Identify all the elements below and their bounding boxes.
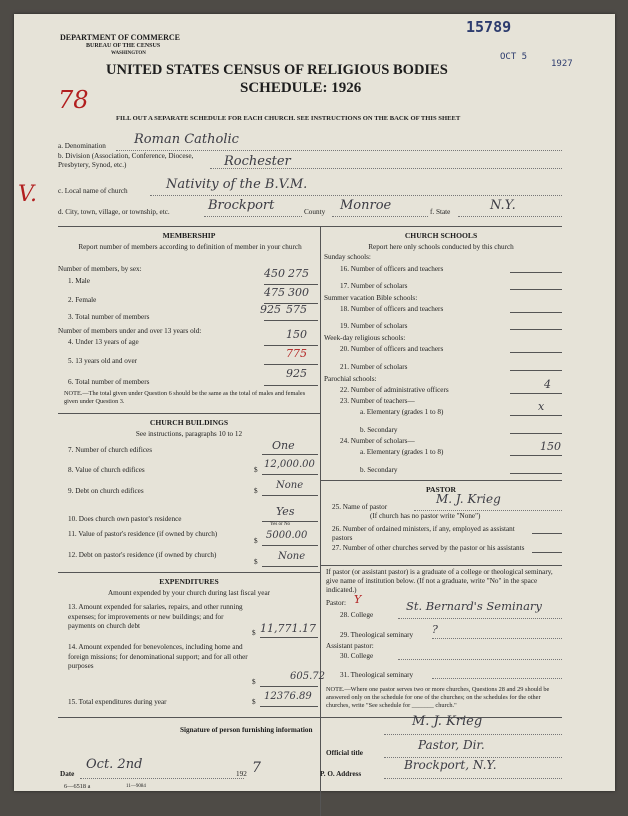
official-title-label: Official title [326,749,363,757]
q2-female-label: 2. Female [68,296,97,304]
date-label: Date [60,770,75,778]
q23-label: 23. Number of teachers— [340,397,415,405]
q10-hint: Yes or No [270,522,291,527]
summer-schools-label: Summer vacation Bible schools: [324,294,418,302]
q8-edifice-value-label: 8. Value of church edifices [68,466,145,474]
print-number: 11—9084 [126,784,146,789]
membership-intro: Report number of members according to definition of member in your church [78,243,302,251]
census-schedule-sheet: DEPARTMENT OF COMMERCE BUREAU OF THE CENSUS WASHINGTON 15789 OCT 5 1927 UNITED STATES CENSUS OF RELIGIOUS BODIES SCHEDULE: 1926 78 FILL OUT A SEPARATE SCHEDULE FOR EACH CHURCH. SEE INSTRUCTIONS ON THE BACK OF THIS SHEET a. Denomination Roman Catholic b. Division (Association, Conference, Diocese, Presbytery, Synod, etc.) Rochester c. Local name of church Nativity of the B.V.M. V. d. City, town, village, or township, etc. Brockport County Monroe f. State N.Y. MEMBERSHIP Report number of members according to definition of member in your church Number of members, by sex: 1. Male 450 275 2. Female 475 300 3. Total number of members 925 575 Number of members under and over 13 years old: 4. Under 13 years of age 150 5. 13 years old and over 775 6. Total number of members 925 NOTE.—The total given under Question 6 should be the same as the total of males and females given under Question 3. CHURCH BUILDINGS See instructions, paragraphs 10 to 12 7. Number of church edifices One 8. Value of church edifices $ 12,000.00 9. Debt on church edifices $ None 10. Does church own pastor's residence Yes Yes or No 11. Value of pastor's residence (if owned by church) $ 5000.00 12. Debt on pastor's residence (if owned by church) $ None EXPENDITURES Amount expended by your church during last fiscal year 13. Amount expended for salaries, repairs, and other running expenses; for improvements or new buildings; and for payments on church debt $ 11,771.17 14. Amount expended for benevolences, including home and foreign missions; for denominational support; and for all other purposes $ 605.72 15. Total expenditures during year $ 12376.89 CHURCH SCHOOLS Report here only schools conducted by this church Sunday schools: 16. Number of officers and teachers 17. Number of scholars Summer vacation Bible schools: 18. Number of officers and teachers 19. Number of scholars Week-day religious schools: 20. Number of officers and teachers 21. Number of scholars Parochial schools: 22. Number of administrative officers 4 23. Number of teachers— a. Elementary (grades 1 to 8) x b. Secondary 24. Number of scholars— a. Elementary (grades 1 to 8) 150 b. Secondary PASTOR 25. Name of pastor M. J. Krieg (If church has no pastor write "None") 26. Number of ordained ministers, if any, employed as assistant pastors 27. Number of other churches served by the pastor or his assistants If pastor (or assistant pastor) is a graduate of a college or theological seminary, give name of institution below. (If not a graduate, write "No" in the space indicated.) Pastor: Y 28. College St. Bernard's Seminary 29. Theological seminary ? Assistant pastor: 30. College 31. Theological seminary NOTE.—Where one pastor serves two or more churches, Questions 28 and 29 should be answered only on the schedule for one of the churches; on the schedules for the other churches, write "See schedule for _______ church." Signature of person furnishing information M. J. Krieg Official title Pastor, Dir. Date Oct. 2nd 192 7 P. O. Address Brockport, N.Y. 6—6518 a 11—9084 [14,14,615,791]
city-town-label: d. City, town, village, or township, etc. [58,208,170,216]
church-name-label: c. Local name of church [58,187,128,195]
serial-number-stamp: 15789 [466,18,512,36]
weekday-schools-label: Week-day religious schools: [324,334,406,342]
q7-edifices-label: 7. Number of church edifices [68,446,153,454]
sunday-schools-label: Sunday schools: [324,253,371,261]
q11-residence-value-label: 11. Value of pastor's residence (if owned by church) [68,530,218,538]
q17-label: 17. Number of scholars [340,282,408,290]
state-label: f. State [430,208,451,216]
membership-note: NOTE.—The total given under Question 6 should be the same as the total of males and females given under Question 3. [64,390,306,405]
q29-seminary-value: ? [432,623,438,636]
q5-over-13-value: 775 [286,347,307,360]
q18-label: 18. Number of officers and teachers [340,305,444,313]
q1-male-alt-value: 275 [288,267,309,280]
q28-label: 28. College [340,611,374,619]
assistant-pastor-subheading: Assistant pastor: [326,642,374,650]
q22-value: 4 [544,378,551,391]
schedule-title: SCHEDULE: 1926 [240,80,362,96]
bureau-label: BUREAU OF THE CENSUS [86,43,161,49]
q22-label: 22. Number of administrative officers [340,386,449,394]
po-address-label: P. O. Address [320,770,362,778]
church-buildings-heading: CHURCH BUILDINGS [149,418,229,427]
expenditures-sub: Amount expended by your church during last fiscal year [107,589,271,597]
q23a-label: a. Elementary (grades 1 to 8) [360,408,444,416]
city-town-value: Brockport [208,198,275,213]
members-by-age-label: Number of members under and over 13 years old: [58,327,202,335]
q25-note: (If church has no pastor write "None") [370,512,481,520]
q12-residence-debt-value: None [278,551,306,562]
q19-label: 19. Number of scholars [340,322,408,330]
q3-total-alt-value: 575 [286,303,307,316]
q8-edifice-value: 12,000.00 [264,459,315,470]
received-date-stamp: OCT 5 [500,52,528,62]
county-value: Monroe [340,198,392,213]
date-value: Oct. 2nd [86,757,143,772]
church-schools-intro: Report here only schools conducted by this church [368,243,514,251]
q26-label: 26. Number of ordained ministers, if any, employed as assistant pastors [332,525,515,542]
city-label: WASHINGTON [111,51,146,56]
q3-total-label: 3. Total number of members [68,313,150,321]
q25-pastor-name: M. J. Krieg [436,492,501,506]
signature-label: Signature of person furnishing information [180,726,313,734]
q9-edifice-debt-label: 9. Debt on church edifices [68,487,144,495]
q31-label: 31. Theological seminary [340,671,414,679]
pastor-note: NOTE.—Where one pastor serves two or more churches, Questions 28 and 29 should be answered only on the schedule for one of the churches; on the schedules for the other churches, write "See schedule for _______ church." [326,686,550,709]
division-value: Rochester [224,154,291,169]
q11-residence-value: 5000.00 [266,530,308,541]
church-buildings-sub: See instructions, paragraphs 10 to 12 [135,430,243,438]
year-value: 7 [252,760,261,776]
q4-under-13-value: 150 [286,328,307,341]
official-title-value: Pastor, Dir. [418,738,485,752]
county-label: County [304,208,326,216]
q1-male-label: 1. Male [68,277,90,285]
church-name-value: Nativity of the B.V.M. [166,177,308,192]
q7-edifices-value: One [272,439,295,452]
q24a-value: 150 [540,440,561,453]
q24a-label: a. Elementary (grades 1 to 8) [360,448,444,456]
form-instruction: FILL OUT A SEPARATE SCHEDULE FOR EACH CHURCH. SEE INSTRUCTIONS ON THE BACK OF THIS SHEET [116,115,461,122]
year-prefix: 192 [236,770,247,778]
received-year-stamp: 1927 [551,59,573,69]
q5-over-13-label: 5. 13 years old and over [68,357,138,365]
q29-label: 29. Theological seminary [340,631,414,639]
q24b-label: b. Secondary [360,466,398,474]
parochial-schools-label: Parochial schools: [324,375,377,383]
members-by-sex-label: Number of members, by sex: [58,265,142,273]
q2-female-value: 475 [264,286,285,299]
q6-total-label: 6. Total number of members [68,378,150,386]
state-value: N.Y. [490,198,516,213]
q16-label: 16. Number of officers and teachers [340,265,444,273]
q25-label: 25. Name of pastor [332,503,388,511]
denomination-value: Roman Catholic [134,132,239,147]
q30-label: 30. College [340,652,374,660]
q14-benevolences-label: 14. Amount expended for benevolences, including home and foreign missions; for denominational support; and for all other purposes [68,643,248,670]
church-schools-heading: CHURCH SCHOOLS [404,231,478,240]
q9-edifice-debt-value: None [276,480,304,491]
red-number-annotation: 78 [58,86,89,114]
q20-label: 20. Number of officers and teachers [340,345,444,353]
pastor-subheading: Pastor: [326,599,346,607]
pastor-heading: PASTOR [425,485,457,494]
q4-under-13-label: 4. Under 13 years of age [68,338,139,346]
q24-label: 24. Number of scholars— [340,437,415,445]
expenditures-heading: EXPENDITURES [159,577,219,586]
q13-running-expenses-value: 11,771.17 [260,622,316,635]
q14-benevolences-value: 605.72 [290,671,325,682]
q1-male-value: 450 [264,267,285,280]
q27-label: 27. Number of other churches served by the pastor or his assistants [332,544,525,552]
q10-residence-label: 10. Does church own pastor's residence [68,515,182,523]
department-label: DEPARTMENT OF COMMERCE [60,33,181,42]
form-title: UNITED STATES CENSUS OF RELIGIOUS BODIES [106,62,448,78]
signature-value: M. J. Krieg [412,714,483,729]
q15-total-expenditures-value: 12376.89 [264,691,312,702]
denomination-label: a. Denomination [58,142,106,150]
q10-residence-value: Yes [276,505,295,518]
q23a-value: x [538,400,545,413]
q12-residence-debt-label: 12. Debt on pastor's residence (if owned by church) [68,551,217,559]
pastor-red-mark: Y [354,593,362,606]
q13-running-expenses-label: 13. Amount expended for salaries, repairs, and other running expenses; for improvements or new buildings; and for payments on church debt [68,603,243,630]
po-address-value: Brockport, N.Y. [404,758,497,772]
q6-total-value: 925 [286,367,307,380]
q15-total-expenditures-label: 15. Total expenditures during year [68,698,167,706]
form-number: 6—6518 a [64,783,91,790]
q3-total-value: 925 [260,303,281,316]
q21-label: 21. Number of scholars [340,363,408,371]
q28-college-value: St. Bernard's Seminary [406,599,542,613]
red-check-mark: V. [18,182,38,207]
membership-heading: MEMBERSHIP [162,231,216,240]
q23b-label: b. Secondary [360,426,398,434]
division-label: b. Division (Association, Conference, Diocese, Presbytery, Synod, etc.) [58,152,194,169]
q2-female-alt-value: 300 [288,286,309,299]
graduate-note: If pastor (or assistant pastor) is a graduate of a college or theological seminary, give name of institution below. (If not a graduate, write "No" in the space indicated.) [326,568,553,594]
